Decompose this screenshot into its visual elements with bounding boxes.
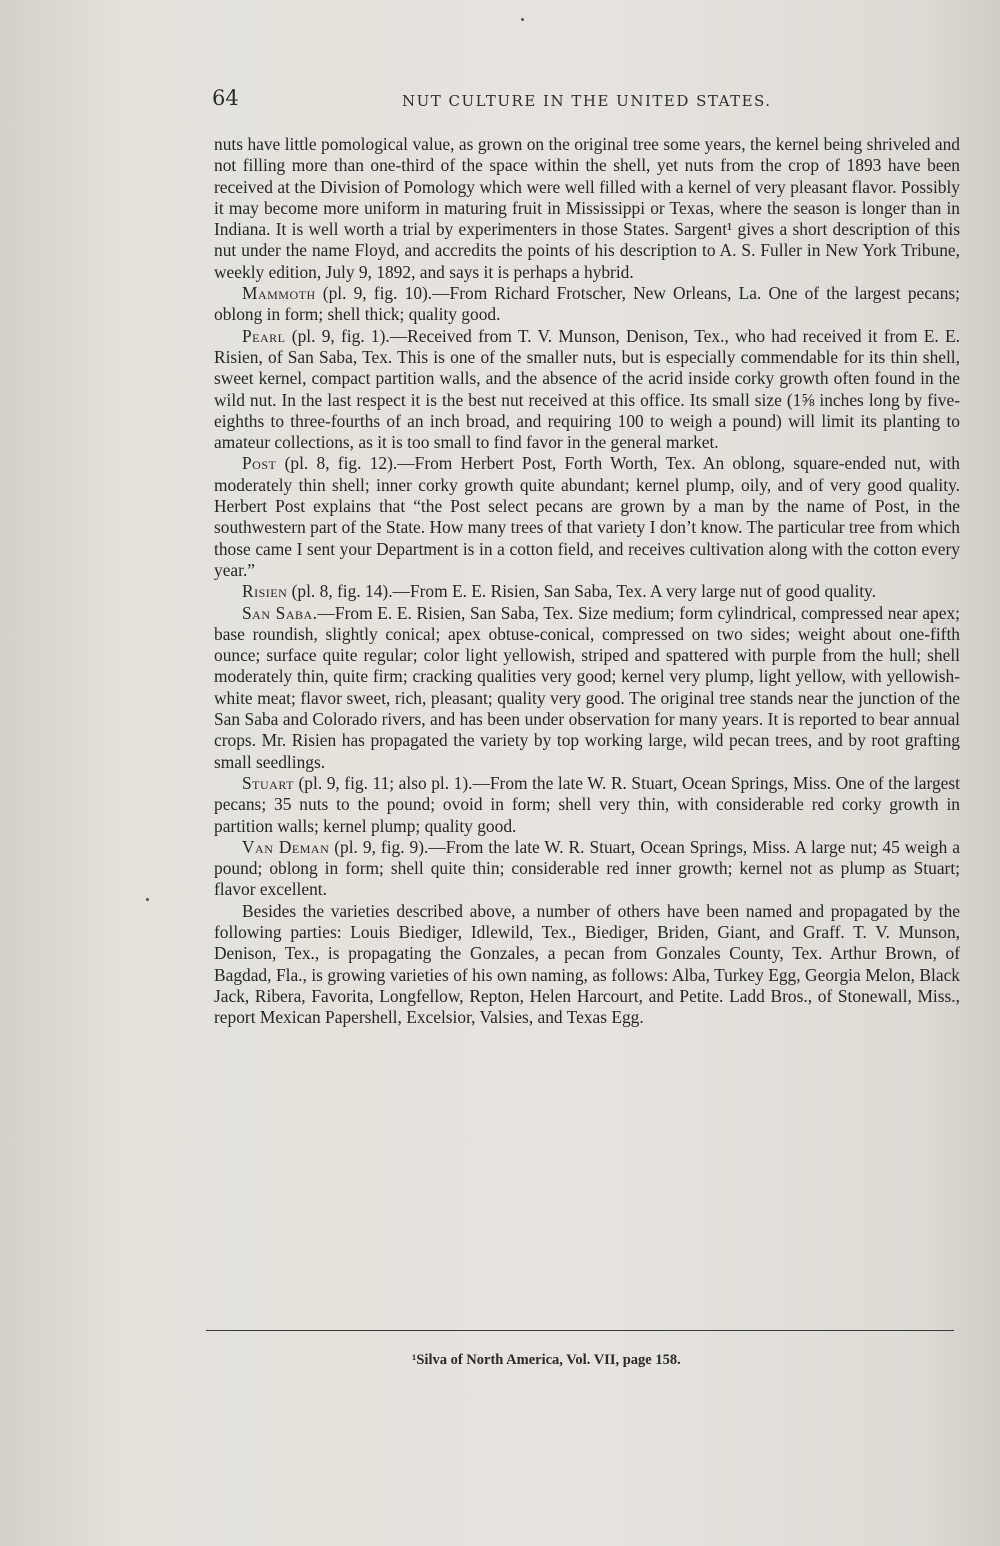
- entry-san-saba: [214, 603, 960, 773]
- entry-text: (pl. 9, fig. 10).—From Richard Frotscher, New Orleans, La. One of the largest pecans; oblong in form; shell thick; quality good.: [214, 283, 960, 325]
- entry-risien: [214, 581, 960, 602]
- variety-name: Risien: [242, 581, 288, 602]
- entry-text: (pl. 9, fig. 9).—From the late W. R. Stuart, Ocean Springs, Miss. A large nut; 45 weigh a pound; oblong in form; shell quite thin; considerable red inner growth; kernel not as plump as Stuart; flavor excellent.: [214, 836, 960, 900]
- running-head: NUT CULTURE IN THE UNITED STATES.: [402, 92, 772, 110]
- variety-name: Van Deman: [242, 836, 330, 857]
- page-header: [212, 86, 960, 120]
- paragraph-other-varieties: [214, 901, 960, 1029]
- paragraph-text: nuts have little pomological value, as grown on the original tree some years, the kernel being shriveled and not filling more than one-third of the space within the shell, yet nuts from the crop of 1893 have been received at the Division of Pomology which were well filled with a kernel of very pleasant flavor. Possibly it may become more uniform in maturing fruit in Mississippi or Texas, where the season is longer than in Indiana. It is well worth a trial by experimenters in those States. Sargent¹ gives a short description of this nut under the name Floyd, and accredits the points of his description to A. S. Fuller in New York Tribune, weekly edition, July 9, 1892, and says it is perhaps a hybrid.: [214, 134, 960, 282]
- footnote: ¹Silva of North America, Vol. VII, page 158.: [412, 1352, 681, 1368]
- footnote-rule: [206, 1330, 954, 1331]
- entry-van-deman: [214, 837, 960, 901]
- paragraph-continuation: [214, 134, 960, 283]
- variety-name: Pearl: [242, 325, 286, 346]
- variety-name: San Saba.: [242, 602, 318, 623]
- print-speck: [521, 18, 524, 21]
- entry-text: (pl. 9, fig. 1).—Received from T. V. Munson, Denison, Tex., who had received it from E. E. Risien, of San Saba, Tex. This is one of the smaller nuts, but is especially commendable for its thin shell, sweet kernel, compact partition walls, and the absence of the acrid inside corky growth often found in the wild nut. In the last respect it is the best nut received at this office. Its small size (1⅝ inches long by five-eighths to three-fourths of an inch broad, and requiring 100 to weigh a pound) will limit its planting to amateur collections, as it is too small to find favor in the general market.: [214, 325, 960, 453]
- print-speck: [146, 898, 149, 901]
- entry-mammoth: [214, 283, 960, 326]
- body-text: [214, 134, 960, 1028]
- entry-post: [214, 453, 960, 581]
- page-number: 64: [212, 86, 239, 110]
- entry-text: (pl. 8, fig. 14).—From E. E. Risien, San Saba, Tex. A very large nut of good quality.: [287, 581, 876, 602]
- entry-text: (pl. 8, fig. 12).—From Herbert Post, Forth Worth, Tex. An oblong, square-ended nut, with moderately thin shell; inner corky growth quite abundant; kernel plump, oily, and of very good quality. Herbert Post explains that “the Post select pecans are grown by a man by the name of Post, in the southwestern part of the State. How many trees of that variety I don’t know. The particular tree from which those came I sent your Department is in a cotton field, and receives cultivation along with the cotton every year.”: [214, 453, 960, 580]
- paragraph-text: Besides the varieties described above, a number of others have been named and propagated by the following parties: Louis Biediger, Idlewild, Tex., Biediger, Briden, Giant, and Graff. T. V. Munson, Denison, Tex., is propagating the Gonzales, a pecan from Gonzales County, Tex. Arthur Brown, of Bagdad, Fla., is growing varieties of his own naming, as follows: Alba, Turkey Egg, Georgia Melon, Black Jack, Ribera, Favorita, Longfellow, Repton, Helen Harcourt, and Petite. Ladd Bros., of Stonewall, Miss., report Mexican Papershell, Excelsior, Valsies, and Texas Egg.: [214, 900, 960, 1028]
- entry-pearl: [214, 326, 960, 454]
- entry-text: (pl. 9, fig. 11; also pl. 1).—From the late W. R. Stuart, Ocean Springs, Miss. One of the largest pecans; 35 nuts to the pound; ovoid in form; shell very thin, with considerable red corky growth in partition walls; kernel plump; quality good.: [214, 772, 960, 836]
- variety-name: Mammoth: [242, 283, 316, 304]
- variety-name: Stuart: [242, 772, 294, 793]
- variety-name: Post: [242, 453, 277, 474]
- entry-stuart: [214, 773, 960, 837]
- entry-text: —From E. E. Risien, San Saba, Tex. Size medium; form cylindrical, compressed near apex; base roundish, slightly conical; apex obtuse-conical, compressed on two sides; weight about one-fifth ounce; surface quite regular; color light yellowish, striped and spattered with purple from the hull; shell moderately thin, quite firm; cracking qualities very good; kernel very plump, light yellow, with yellowish-white meat; flavor sweet, rich, pleasant; quality very good. The original tree stands near the junction of the San Saba and Colorado rivers, and has been under observation for many years. It is reported to bear annual crops. Mr. Risien has propagated the variety by top working large, wild pecan trees, and by root grafting small seedlings.: [214, 602, 960, 772]
